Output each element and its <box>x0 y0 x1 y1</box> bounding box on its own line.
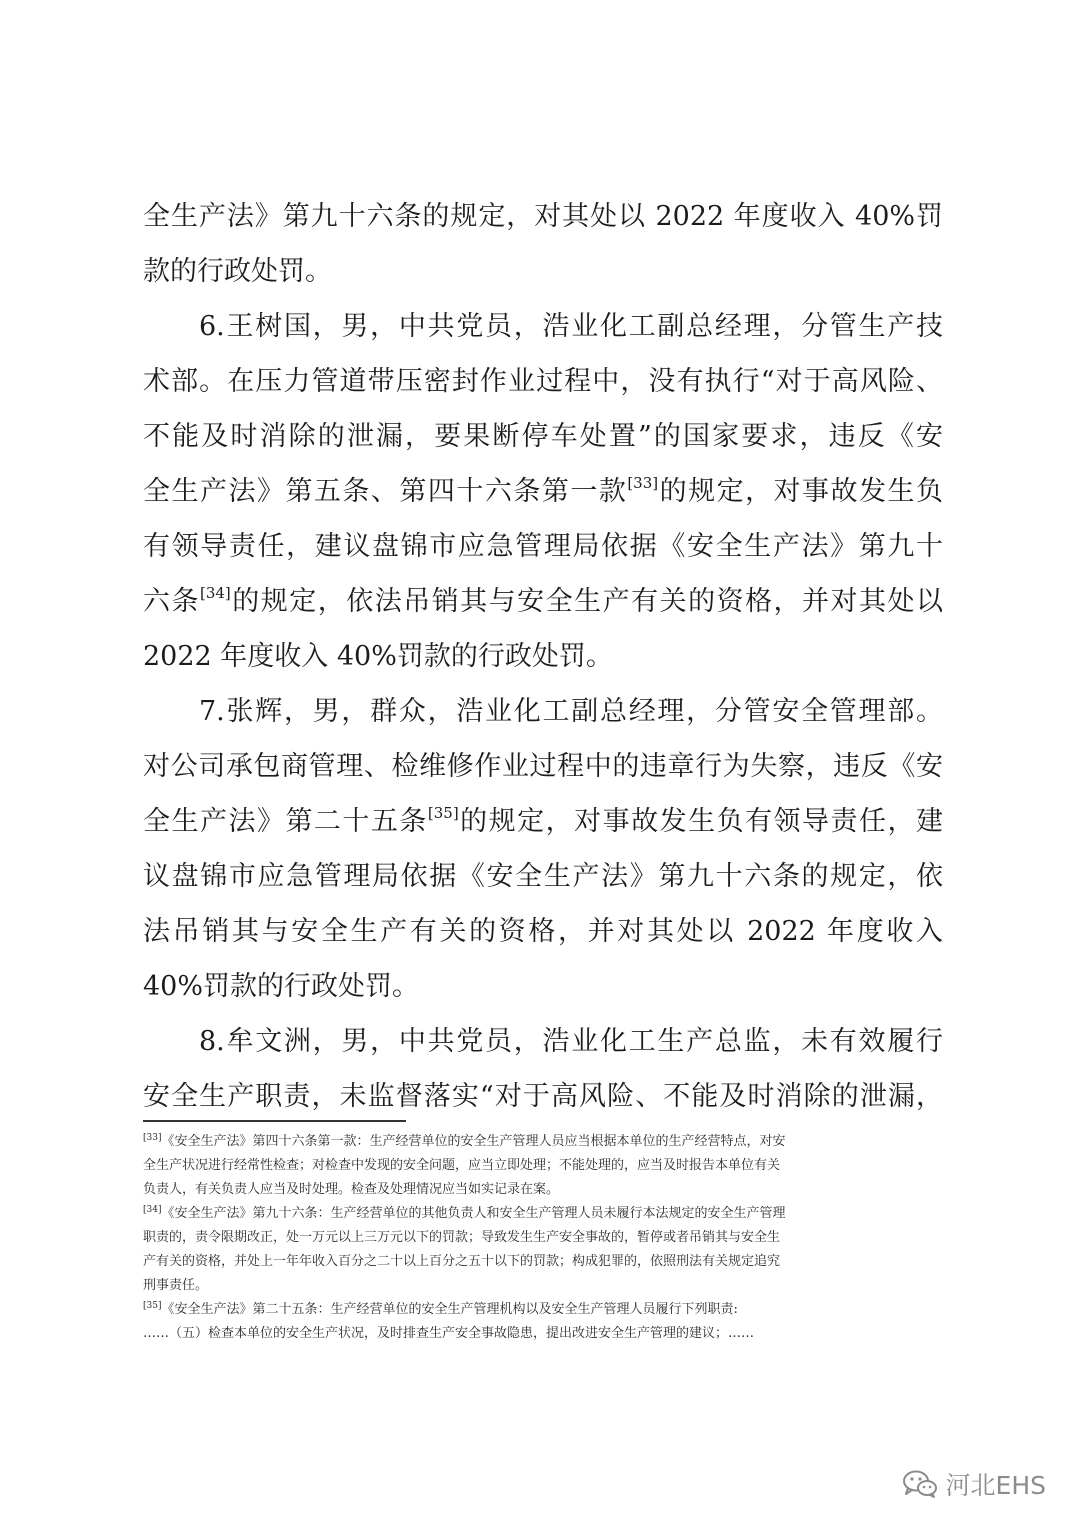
text-span: 的规定，对事故发生负有领导责任，建 <box>458 806 943 837</box>
footnote-ref-34[interactable]: [34] <box>199 584 231 602</box>
body-text <box>143 189 943 1124</box>
watermark <box>902 1464 1046 1504</box>
footnote-ref-33[interactable]: [33] <box>627 474 659 492</box>
footnote-line: 刑事责任。 <box>143 1278 209 1293</box>
text-span: 的规定，依法吊销其与安全生产有关的资格，并对其处以 <box>230 586 944 617</box>
text-span: 全生产法》第二十五条 <box>143 806 428 837</box>
footnote-mark-33: [33] <box>143 1133 162 1143</box>
text-line: 全生产法》第九十六条的规定，对其处以 2022 年度收入 40%罚 <box>143 201 943 232</box>
text-span: 的规定，对事故发生负 <box>658 476 943 507</box>
footnote-line: ……（五）检查本单位的安全生产状况，及时排查生产安全事故隐患，提出改进安全生产管理的建议；…… <box>143 1326 755 1341</box>
footnote-line: 产有关的资格，并处上一年年收入百分之二十以上百分之五十以下的罚款；构成犯罪的，依照刑法有关规定追究 <box>143 1254 781 1269</box>
footnotes <box>143 1130 949 1346</box>
text-line: 不能及时消除的泄漏，要果断停车处置”的国家要求，违反《安 <box>143 421 943 452</box>
footnote-line: 职责的，责令限期改正，处一万元以上三万元以下的罚款；导致发生生产安全事故的，暂停或者吊销其与安全生 <box>143 1230 781 1245</box>
footnote-35 <box>143 1298 949 1322</box>
footnote-divider <box>143 1120 406 1122</box>
paragraph-8-line: 8.牟文洲，男，中共党员，浩业化工生产总监，未有效履行 <box>199 1026 943 1057</box>
watermark-text: 河北EHS <box>945 1471 1046 1500</box>
footnote-line: 全生产状况进行经常性检查；对检查中发现的安全问题，应当立即处理；不能处理的，应当及时报告本单位有关 <box>143 1158 781 1173</box>
text-span: 全生产法》第五条、第四十六条第一款 <box>143 476 628 507</box>
text-line: 对公司承包商管理、检维修作业过程中的违章行为失察，违反《安 <box>143 751 943 782</box>
footnote-text: 《安全生产法》第二十五条：生产经营单位的安全生产管理机构以及安全生产管理人员履行下列职责: <box>161 1302 738 1317</box>
footnote-34 <box>143 1202 949 1226</box>
wechat-icon <box>902 1469 938 1499</box>
text-line: 安全生产职责，未监督落实“对于高风险、不能及时消除的泄漏， <box>143 1081 943 1112</box>
text-line <box>143 574 943 629</box>
text-line: 2022 年度收入 40%罚款的行政处罚。 <box>143 641 613 672</box>
footnote-33 <box>143 1130 949 1154</box>
text-line: 法吊销其与安全生产有关的资格，并对其处以 2022 年度收入 <box>143 916 943 947</box>
footnote-ref-35[interactable]: [35] <box>427 804 459 822</box>
paragraph-6-line: 6.王树国，男，中共党员，浩业化工副总经理，分管生产技 <box>199 311 943 342</box>
text-line: 40%罚款的行政处罚。 <box>143 971 420 1002</box>
text-line: 术部。在压力管道带压密封作业过程中，没有执行“对于高风险、 <box>143 366 943 397</box>
text-line: 议盘锦市应急管理局依据《安全生产法》第九十六条的规定，依 <box>143 861 943 892</box>
footnote-mark-35: [35] <box>143 1301 162 1311</box>
paragraph-7-line: 7.张辉，男，群众，浩业化工副总经理，分管安全管理部。 <box>199 696 943 727</box>
text-line <box>143 794 943 849</box>
text-line: 有领导责任，建议盘锦市应急管理局依据《安全生产法》第九十 <box>143 531 943 562</box>
text-span: 六条 <box>143 586 200 617</box>
text-line <box>143 464 943 519</box>
footnote-mark-34: [34] <box>143 1205 162 1215</box>
footnote-line: 负责人，有关负责人应当及时处理。检查及处理情况应当如实记录在案。 <box>143 1182 560 1197</box>
footnote-text: 《安全生产法》第九十六条：生产经营单位的其他负责人和安全生产管理人员未履行本法规定的安全生产管理 <box>161 1206 786 1221</box>
footnote-text: 《安全生产法》第四十六条第一款：生产经营单位的安全生产管理人员应当根据本单位的生产经营特点，对安 <box>161 1134 786 1149</box>
text-line: 款的行政处罚。 <box>143 256 332 287</box>
